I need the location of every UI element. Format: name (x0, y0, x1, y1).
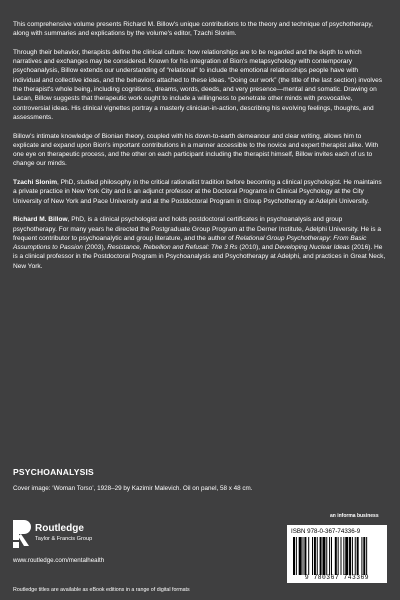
editor-name: Tzachi Slonim (13, 179, 58, 187)
barcode-digits: 9 780367 743369 (304, 574, 370, 581)
author-bio (13, 215, 387, 271)
book-title: Developing Nuclear Ideas (274, 244, 350, 252)
isbn-label: ISBN 978-0-367-74336-9 (291, 528, 361, 535)
publisher-block (13, 520, 193, 570)
publisher-group: Taylor & Francis Group (35, 536, 93, 542)
informa-tagline: an informa business (330, 513, 379, 519)
author-bio-text: , PhD, is a clinical psychologist and holds postdoctoral certificates in psychoanalysis and group psychotherapy. For many years he directed the Postgraduate Group Program at the Derner Institute, Adelphi University. He is a frequent contributor to psychoanalytic and group literature, and the author of (13, 216, 382, 242)
author-name: Richard M. Billow (13, 216, 68, 224)
subject-category: PSYCHOANALYSIS (13, 467, 94, 477)
author-bio-text: (2016). He is a clinical professor in the Postdoctoral Program in Psychoanalysis and Psychotherapy at Adelphi, and practices in Great Neck, New York. (13, 244, 386, 270)
routledge-logo-icon (13, 520, 31, 550)
editor-bio-text: , PhD, studied philosophy in the critical rationalist tradition before becoming a clinical psychologist. He maintains a private practice in New York City and is an adjunct professor at the Doctoral Programs in Clinical Psychology at the City University of New York and Pace University and at the Postdoctoral Program in Group Psychotherapy at Adelphi University. (13, 179, 382, 205)
book-title: Relational Group Psychotherapy: From Basic Assumptions to Passion (13, 234, 367, 252)
intro-paragraph: This comprehensive volume presents Richard M. Billow's unique contributions to the theory and technique of psychotherapy, along with summaries and explications by the volume's editor, Tzachi Slonim. (13, 21, 373, 38)
ebook-note: Routledge titles are available as eBook editions in a range of digital formats (13, 587, 190, 593)
cover-credit: Cover image: ‘Woman Torso’, 1928–29 by Kazimir Malevich. Oil on panel, 58 x 48 cm. (13, 485, 253, 492)
endorsement-paragraph: Billow's intimate knowledge of Bionian theory, coupled with his down-to-earth demeanour and clear writing, allows him to explicate and expand upon Bion's important contributions in a manner accessible to the novice and expert therapist alike. With one eye on therapeutic process, and the other on each participant including the therapist himself, Billow invites each of us to change our minds. (13, 132, 379, 168)
book-title: Resistance, Rebellion and Refusal: The 3 Rs (107, 244, 238, 252)
editor-bio (13, 178, 387, 206)
back-cover-text (13, 20, 387, 280)
publisher-url[interactable]: www.routledge.com/mentalhealth (13, 557, 105, 564)
description-paragraph: Through their behavior, therapists define the clinical culture: how relationships are to be regarded and the depth to which narratives and exchanges may be considered. Known for his integration of Bion's metapsychology with contemporary psychoanalysis, Billow extends our understanding of “relational” to include the emotional relationships people have with individual and collective ideas, and the behaviors attached to these ideas. “Doing our work” (the title of the last section) involves the therapist's whole being, including cognitions, dreams, words, deeds, and very presence—mental and somatic. Drawing on Lacan, Billow suggests that therapeutic work ought to include a willingness to penetrate other minds with provocative, controversial ideas. His clinical vignettes portray a masterly clinician-in-action, describing his evolving feelings, thoughts, and assessments. (13, 48, 383, 121)
publisher-name: Routledge (35, 523, 84, 534)
barcode-icon (293, 537, 381, 575)
isbn-barcode-box (287, 525, 387, 583)
author-bio-text: (2010), and (237, 244, 275, 252)
author-bio-text: (2003), (82, 244, 108, 252)
